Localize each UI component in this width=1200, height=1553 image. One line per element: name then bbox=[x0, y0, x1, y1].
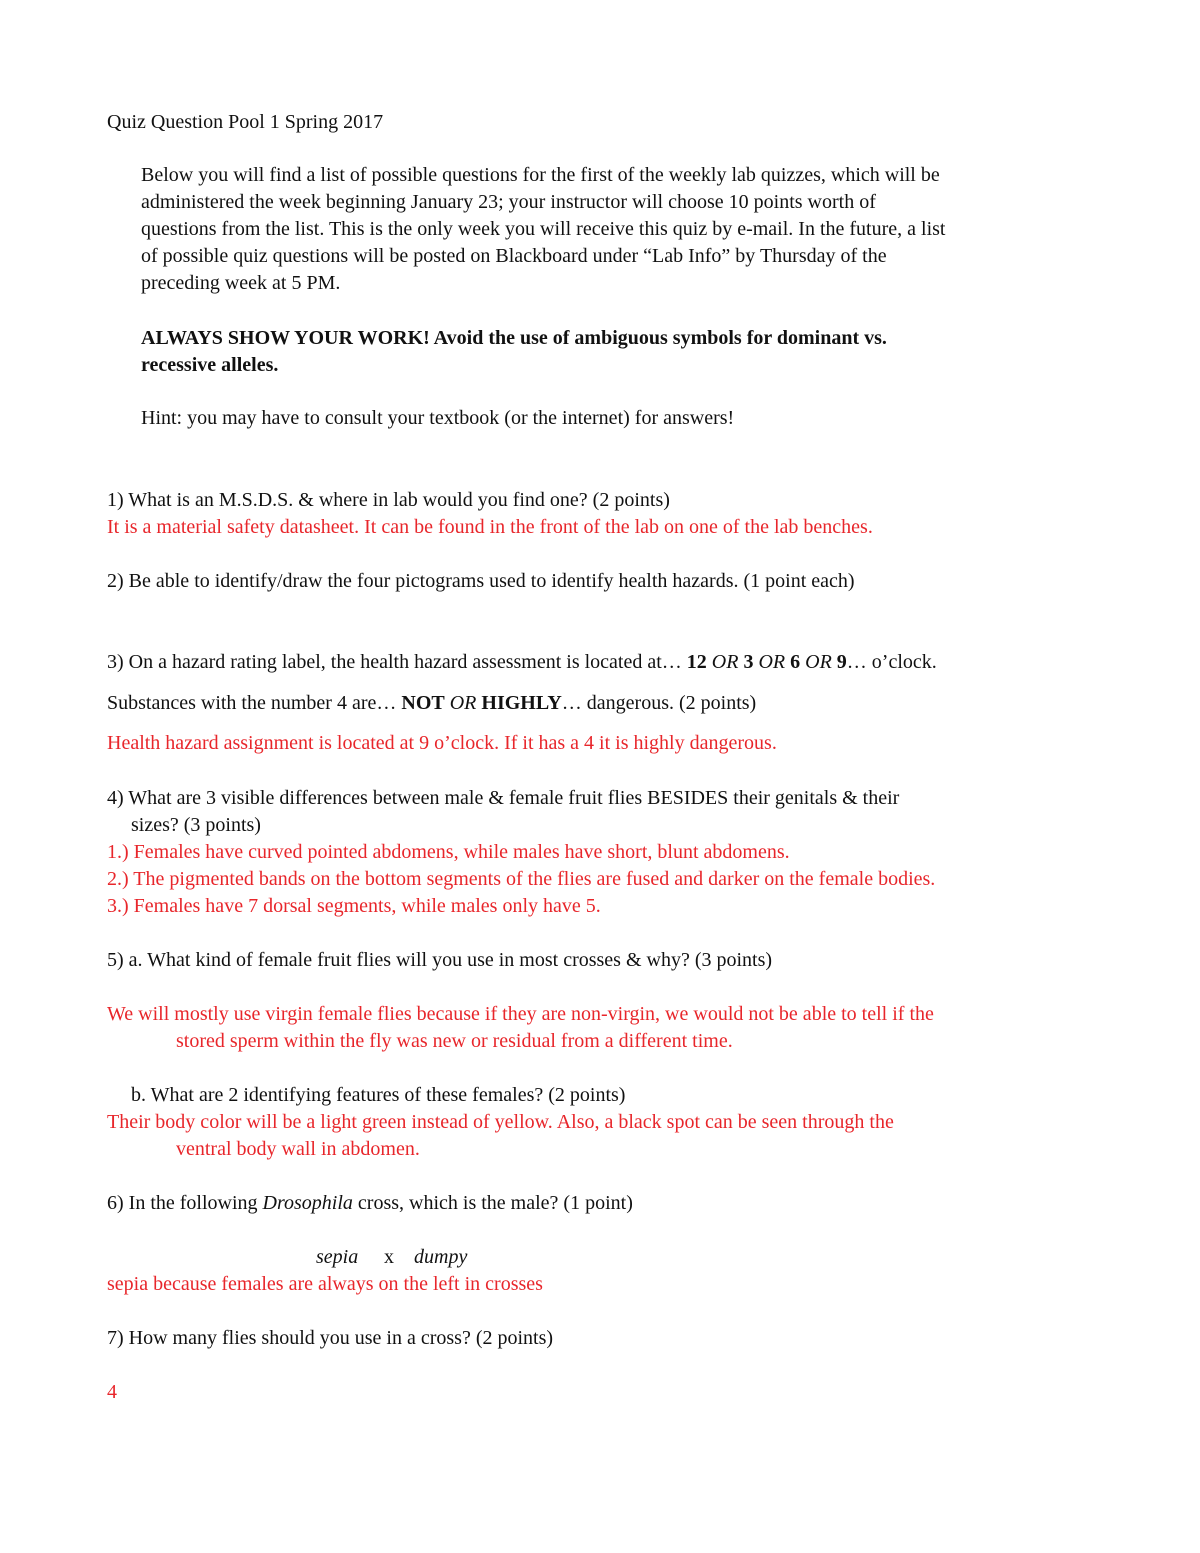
question-3-line-2: Substances with the number 4 are… NOT OR HIGHLY… dangerous. (2 points) bbox=[107, 692, 757, 714]
warning-line: recessive alleles. bbox=[141, 354, 279, 376]
question-4-line: sizes? (3 points) bbox=[131, 814, 261, 836]
question-5a: 5) a. What kind of female fruit flies will you use in most crosses & why? (3 points) bbox=[107, 949, 773, 971]
cross-male: dumpy bbox=[414, 1246, 468, 1268]
answer-4-item: 1.) Females have curved pointed abdomens, while males have short, blunt abdomens. bbox=[107, 841, 790, 863]
intro-line: questions from the list. This is the only week you will receive this quiz by e-mail. In the future, a list bbox=[141, 218, 946, 240]
answer-7: 4 bbox=[107, 1381, 117, 1403]
answer-4-item: 2.) The pigmented bands on the bottom segments of the flies are fused and darker on the female bodies. bbox=[107, 868, 936, 890]
hint-text: Hint: you may have to consult your textbook (or the internet) for answers! bbox=[141, 407, 735, 429]
answer-5a-line: We will mostly use virgin female flies because if they are non-virgin, we would not be able to tell if the bbox=[107, 1003, 934, 1025]
cross-symbol: x bbox=[384, 1246, 394, 1268]
question-4-line: 4) What are 3 visible differences between male & female fruit flies BESIDES their genitals & their bbox=[107, 787, 900, 809]
cross-female: sepia bbox=[316, 1246, 359, 1268]
intro-line: Below you will find a list of possible questions for the first of the weekly lab quizzes, which will be bbox=[141, 164, 940, 186]
answer-5b-line: Their body color will be a light green instead of yellow. Also, a black spot can be seen through the bbox=[107, 1111, 894, 1133]
answer-5b-line: ventral body wall in abdomen. bbox=[176, 1138, 420, 1160]
answer-3: Health hazard assignment is located at 9 o’clock. If it has a 4 it is highly dangerous. bbox=[107, 732, 777, 754]
question-3-line-1: 3) On a hazard rating label, the health hazard assessment is located at… 12 OR 3 OR 6 OR 9… o’clock. bbox=[107, 651, 937, 673]
answer-4-item: 3.) Females have 7 dorsal segments, while males only have 5. bbox=[107, 895, 601, 917]
intro-line: preceding week at 5 PM. bbox=[141, 272, 341, 294]
intro-line: administered the week beginning January 23; your instructor will choose 10 points worth of bbox=[141, 191, 876, 213]
answer-5a-line: stored sperm within the fly was new or residual from a different time. bbox=[176, 1030, 733, 1052]
question-5b: b. What are 2 identifying features of these females? (2 points) bbox=[131, 1084, 626, 1106]
page-title: Quiz Question Pool 1 Spring 2017 bbox=[107, 111, 384, 133]
question-6: 6) In the following Drosophila cross, which is the male? (1 point) bbox=[107, 1192, 633, 1214]
intro-line: of possible quiz questions will be posted on Blackboard under “Lab Info” by Thursday of the bbox=[141, 245, 887, 267]
answer-1: It is a material safety datasheet. It can be found in the front of the lab on one of the lab benches. bbox=[107, 516, 873, 538]
question-1: 1) What is an M.S.D.S. & where in lab would you find one? (2 points) bbox=[107, 489, 670, 511]
warning-line: ALWAYS SHOW YOUR WORK! Avoid the use of ambiguous symbols for dominant vs. bbox=[141, 327, 887, 349]
question-2: 2) Be able to identify/draw the four pictograms used to identify health hazards. (1 point each) bbox=[107, 570, 855, 592]
question-7: 7) How many flies should you use in a cross? (2 points) bbox=[107, 1327, 554, 1349]
answer-6: sepia because females are always on the left in crosses bbox=[107, 1273, 543, 1295]
